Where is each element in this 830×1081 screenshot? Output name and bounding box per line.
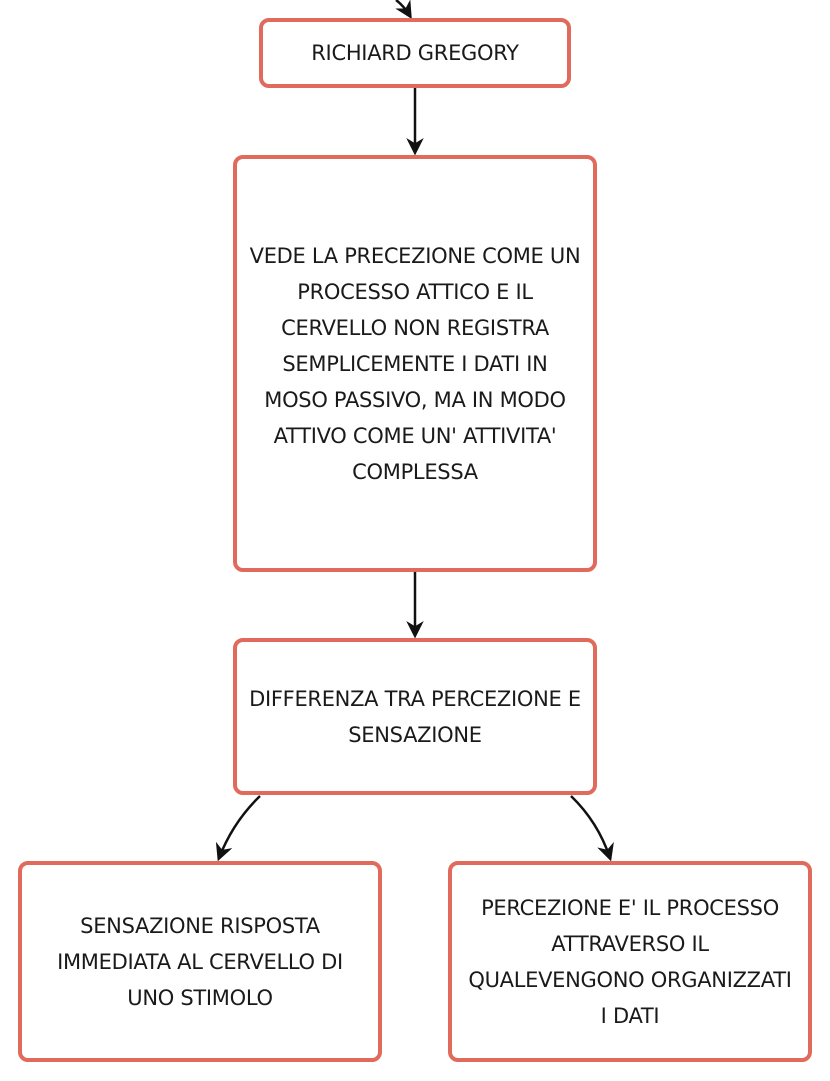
connector-incoming xyxy=(396,0,410,16)
node-sensazione-label: SENSAZIONE RISPOSTA IMMEDIATA AL CERVELLO DI UNO STIMOLO xyxy=(57,913,343,1010)
node-richard-gregory[interactable] xyxy=(259,18,571,88)
node-percezione[interactable] xyxy=(448,861,812,1062)
node-sensazione[interactable] xyxy=(18,861,382,1062)
connector-difference-to-sensazione xyxy=(219,796,260,858)
node-richard-gregory-label: RICHIARD GREGORY xyxy=(311,41,519,65)
node-percezione-label: PERCEZIONE E' IL PROCESSO ATTRAVERSO IL QUALEVENGONO ORGANIZZATI I DATI xyxy=(468,895,792,1028)
node-difference-label: DIFFERENZA TRA PERCEZIONE E SENSAZIONE xyxy=(249,686,581,747)
node-percezione-sensazione-difference[interactable] xyxy=(233,638,597,795)
connector-difference-to-percezione xyxy=(571,796,610,858)
node-gregory-description-label: VEDE LA PRECEZIONE COME UN PROCESSO ATTICO E IL CERVELLO NON REGISTRA SEMPLICEMENTE I DATI IN MOSO PASSIVO, MA IN MODO ATTIVO COME UN' ATTIVITA' COMPLESSA xyxy=(249,243,581,484)
node-gregory-description[interactable] xyxy=(233,155,597,572)
